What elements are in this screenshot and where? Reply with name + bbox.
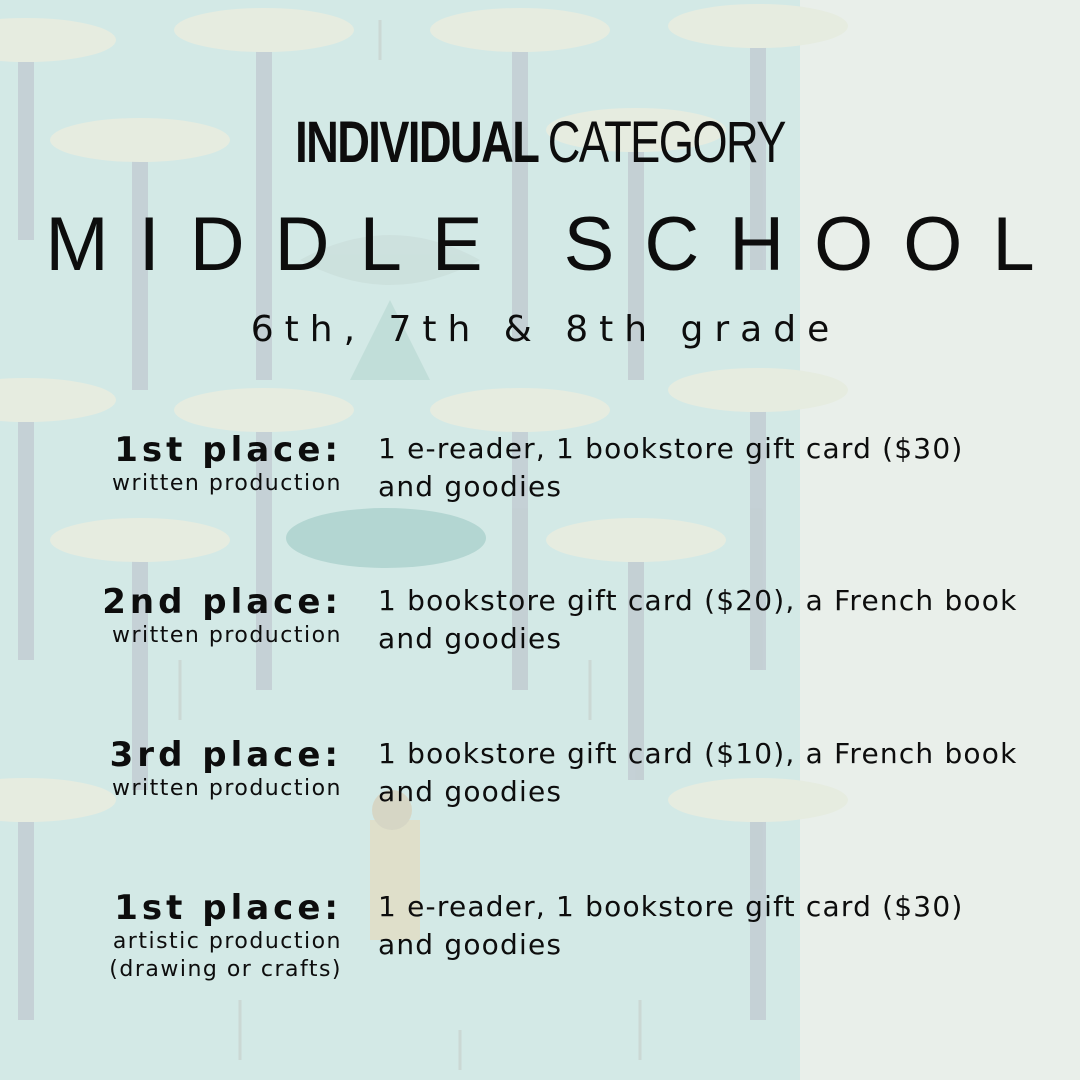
prize-type: artistic production <box>112 929 342 954</box>
prize-label <box>112 430 342 498</box>
prize-label <box>109 888 342 984</box>
prize-type: written production <box>111 471 342 496</box>
prize-type: written production <box>111 776 342 801</box>
prize-place: 3rd place: <box>109 735 342 775</box>
title-strong: INDIVIDUAL <box>295 110 539 175</box>
prize-type: written production <box>111 623 342 648</box>
prize-place: 1st place: <box>114 888 342 928</box>
category-title <box>119 108 961 178</box>
prize-label <box>102 582 342 650</box>
school-level-title: MIDDLE SCHOOL <box>45 202 1065 287</box>
prize-place: 1st place: <box>114 430 342 470</box>
prize-description: 1 bookstore gift card ($10), a French book and goodies <box>378 737 1018 808</box>
prize-place: 2nd place: <box>102 582 342 622</box>
prize-type-detail: (drawing or crafts) <box>109 957 342 982</box>
prize-description: 1 bookstore gift card ($20), a French book and goodies <box>378 584 1018 655</box>
prize-label <box>110 735 342 803</box>
title-light: CATEGORY <box>547 110 785 175</box>
prize-description: 1 e-reader, 1 bookstore gift card ($30) and goodies <box>378 890 964 961</box>
grades-subtitle: 6th, 7th & 8th grade <box>250 309 841 350</box>
prize-description: 1 e-reader, 1 bookstore gift card ($30) and goodies <box>378 432 964 503</box>
